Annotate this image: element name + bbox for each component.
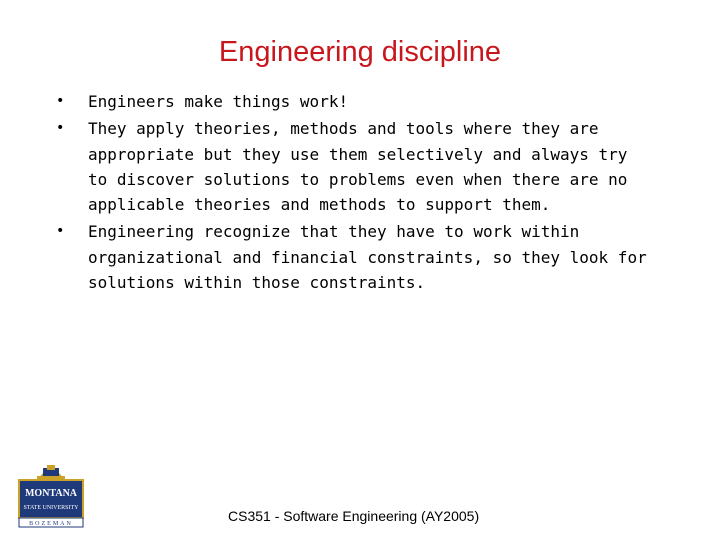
montana-state-university-logo-icon — [17, 462, 85, 528]
bullet-item-3 — [56, 219, 656, 295]
bullet-marker: • — [56, 93, 65, 109]
bullet-marker: • — [56, 120, 65, 137]
bullet-item-1 — [56, 89, 656, 114]
bullet-list — [56, 89, 656, 297]
bullet-text: Engineering recognize that they have to work within organizational and financial constraints, so they look for solutions within those constraints. — [88, 222, 647, 293]
svg-text:BOZEMAN: BOZEMAN — [29, 521, 73, 527]
svg-text:MONTANA: MONTANA — [24, 488, 78, 499]
slide-footer: CS351 - Software Engineering (AY2005) — [228, 508, 480, 524]
slide-title: Engineering discipline — [218, 36, 502, 68]
bullet-item-2 — [56, 116, 656, 217]
bullet-text: They apply theories, methods and tools where they are appropriate but they use them selectively and always try to discover solutions to problems even when there are no applicable theories and methods to support them. — [88, 119, 628, 215]
bullet-marker: • — [56, 223, 65, 240]
bullet-text: Engineers make things work! — [88, 92, 349, 111]
svg-text:STATE UNIVERSITY: STATE UNIVERSITY — [23, 505, 79, 511]
